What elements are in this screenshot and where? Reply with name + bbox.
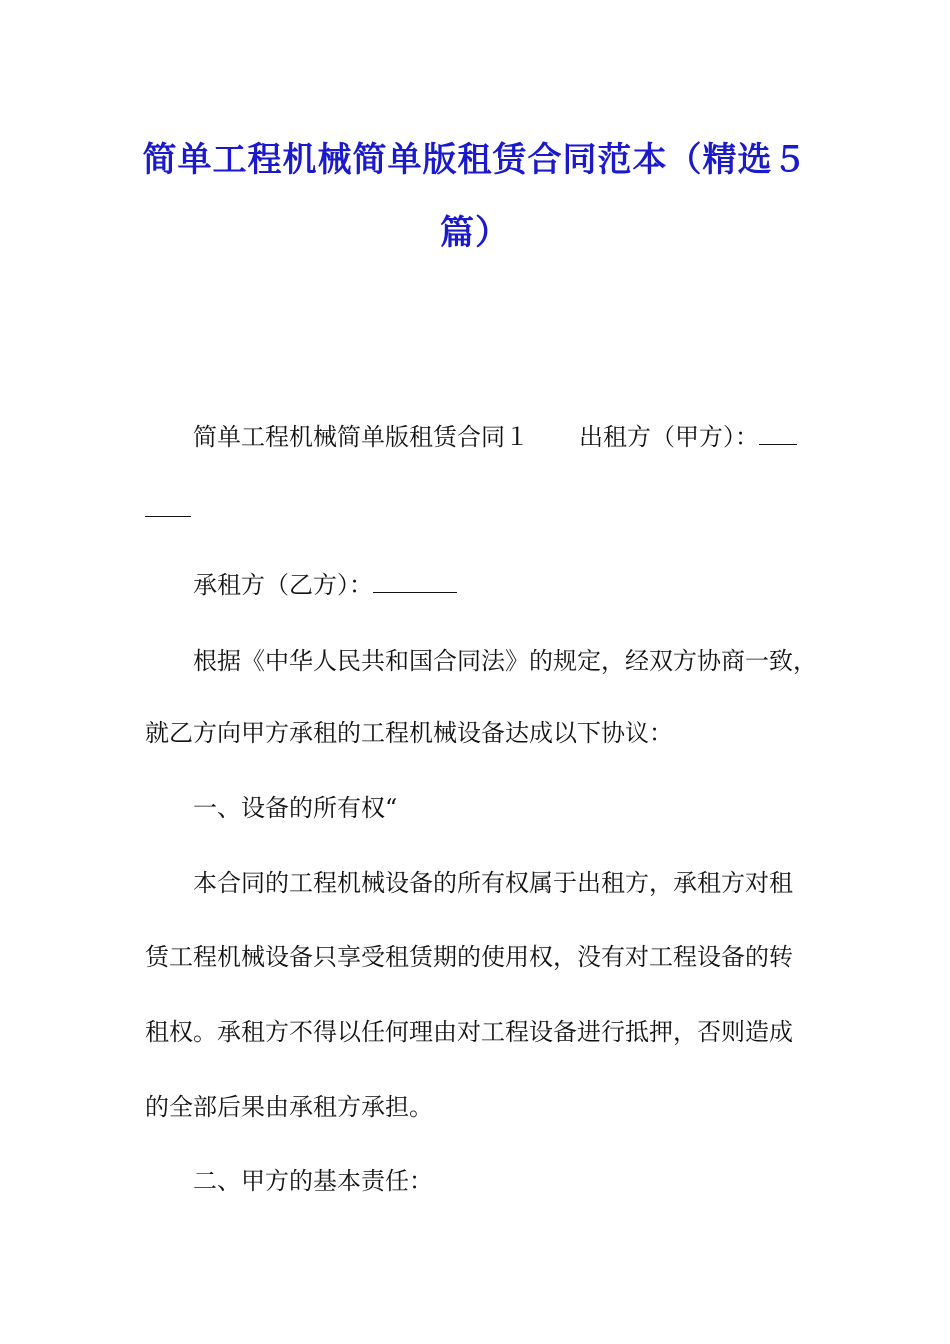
lessee-row <box>193 570 457 600</box>
section-1-line-4: 的全部后果由承租方承担。 <box>145 1093 433 1121</box>
section-1-title: 一、设备的所有权“ <box>193 794 398 822</box>
lessor-blank-line-continued <box>145 494 191 517</box>
lessee-label: 承租方（乙方）： <box>193 571 373 599</box>
lessor-blank-continuation <box>145 494 191 524</box>
section-1-line-1: 本合同的工程机械设备的所有权属于出租方，承租方对租 <box>193 869 793 897</box>
document-title-line-1: 简单工程机械简单版租赁合同范本（精选５ <box>142 140 808 180</box>
lessor-blank-line <box>759 422 797 445</box>
lessee-blank-line <box>373 570 457 593</box>
lessor-label: 出租方（甲方）： <box>579 423 759 451</box>
contract-heading-row <box>193 422 797 452</box>
section-2-title: 二、甲方的基本责任： <box>193 1167 433 1195</box>
contract-heading: 简单工程机械简单版租赁合同１ <box>193 423 529 451</box>
basis-paragraph-line-1: 根据《中华人民共和国合同法》的规定，经双方协商一致， <box>193 647 817 675</box>
section-1-line-3: 租权。承租方不得以任何理由对工程设备进行抵押，否则造成 <box>145 1018 793 1046</box>
document-title-line-2: 篇） <box>440 213 510 253</box>
basis-paragraph-line-2: 就乙方向甲方承租的工程机械设备达成以下协议： <box>145 719 673 747</box>
section-1-line-2: 赁工程机械设备只享受租赁期的使用权，没有对工程设备的转 <box>145 943 793 971</box>
